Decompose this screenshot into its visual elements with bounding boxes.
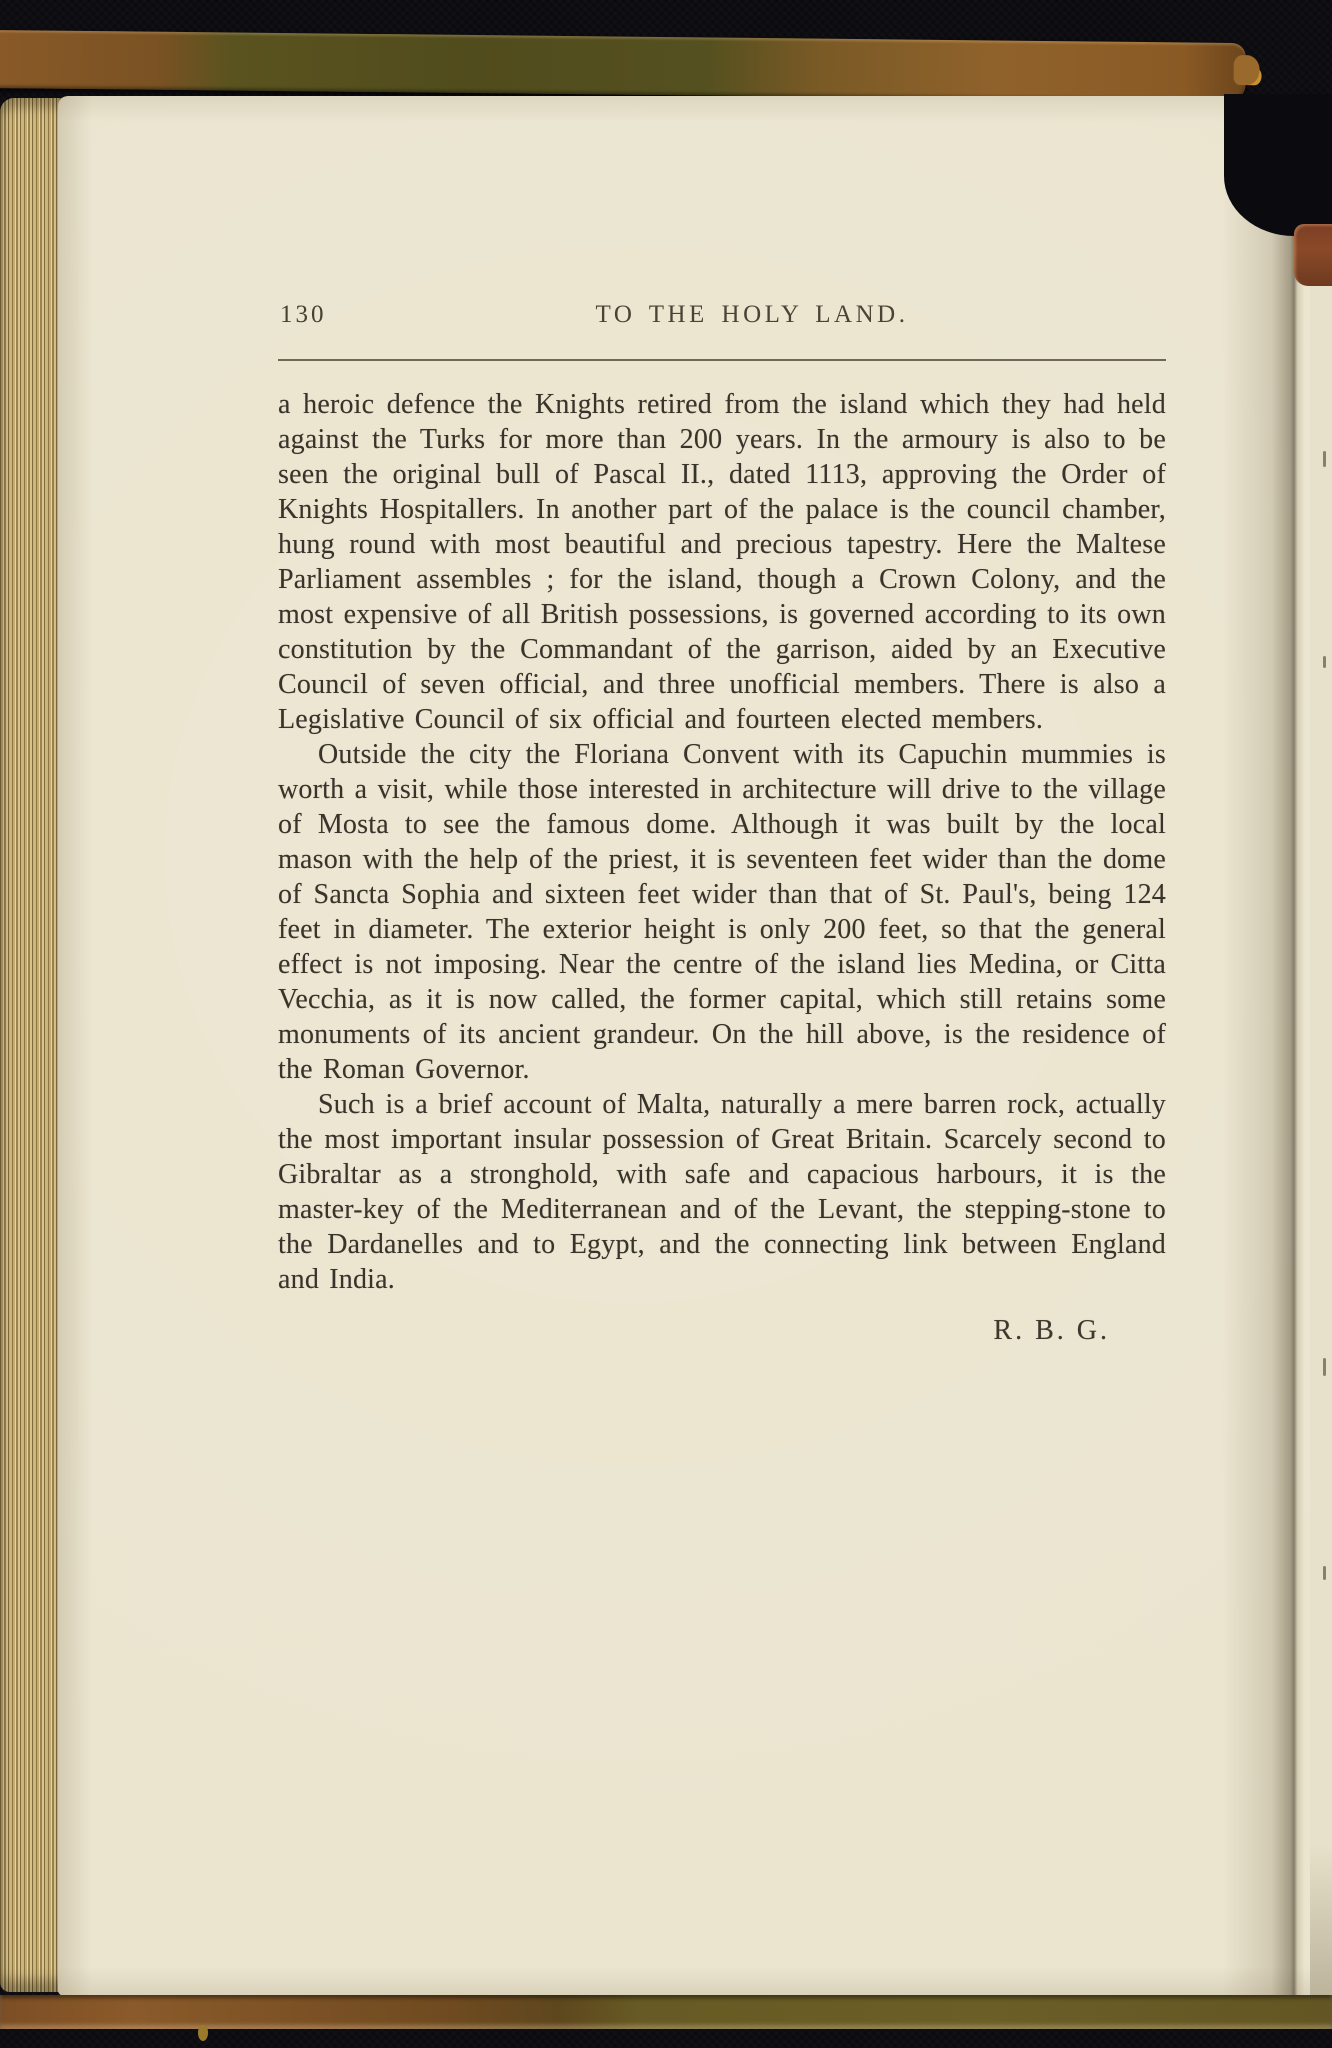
fore-edge-mark: [1323, 451, 1326, 467]
spine-leather-corner: [1294, 224, 1332, 286]
header-rule: [278, 359, 1166, 361]
body-paragraph-2: Outside the city the Floriana Convent with its Capuchin mummies is worth a visit, while those interested in architecture will drive to the village of Mosta to see the famous dome. Although it was built by the local mason with the help of the priest, it is seventeen feet wider than the dome of Sancta Sophia and sixteen feet wider than that of St. Paul's, being 124 feet in diameter. The exterior height is only 200 feet, so that the general effect is not imposing. Near the centre of the island lies Medina, or Citta Vecchia, as it is now called, the former capital, which still retains some monuments of its ancient grandeur. On the hill above, is the residence of the Roman Governor.: [278, 739, 1166, 1085]
page-content: [278, 96, 1166, 1347]
fore-edge-mark: [1323, 1358, 1326, 1376]
book-page: [58, 96, 1332, 1996]
page-edges-stack: [0, 98, 64, 1992]
running-title: TO THE HOLY LAND.: [595, 301, 909, 328]
book-cover-bottom-edge: [0, 1995, 1332, 2029]
page-header: [278, 301, 1166, 337]
top-right-cloth-corner: [1224, 94, 1332, 236]
author-initials: R. B. G.: [993, 1315, 1110, 1346]
fore-edge-mark: [1323, 656, 1326, 668]
fore-edge-mark: [1323, 1566, 1326, 1580]
gutter-crease-shadow: [1222, 96, 1312, 1996]
page-number: 130: [280, 301, 327, 328]
next-page-sliver: [1310, 96, 1332, 1996]
body-paragraph-1: a heroic defence the Knights retired from the island which they had held against the Turks for more than 200 years. In the armoury is also to be seen the original bull of Pascal II., dated 1113, approving the Order of Knights Hospitallers. In another part of the palace is the council chamber, hung round with most beautiful and precious tapestry. Here the Maltese Parliament assembles ; for the island, though a Crown Colony, and the most expensive of all British possessions, is governed according to its own constitution by the Commandant of the garrison, aided by an Executive Council of seven official, and three unofficial members. There is also a Legislative Council of six official and fourteen elected members.: [278, 389, 1166, 735]
body-paragraph-3: Such is a brief account of Malta, naturally a mere barren rock, actually the most important insular possession of Great Britain. Scarcely second to Gibraltar as a stronghold, with safe and capacious harbours, it is the master-key of the Mediterranean and of the Levant, the stepping-stone to the Dardanelles and to Egypt, and the connecting link between England and India.: [278, 1089, 1166, 1295]
